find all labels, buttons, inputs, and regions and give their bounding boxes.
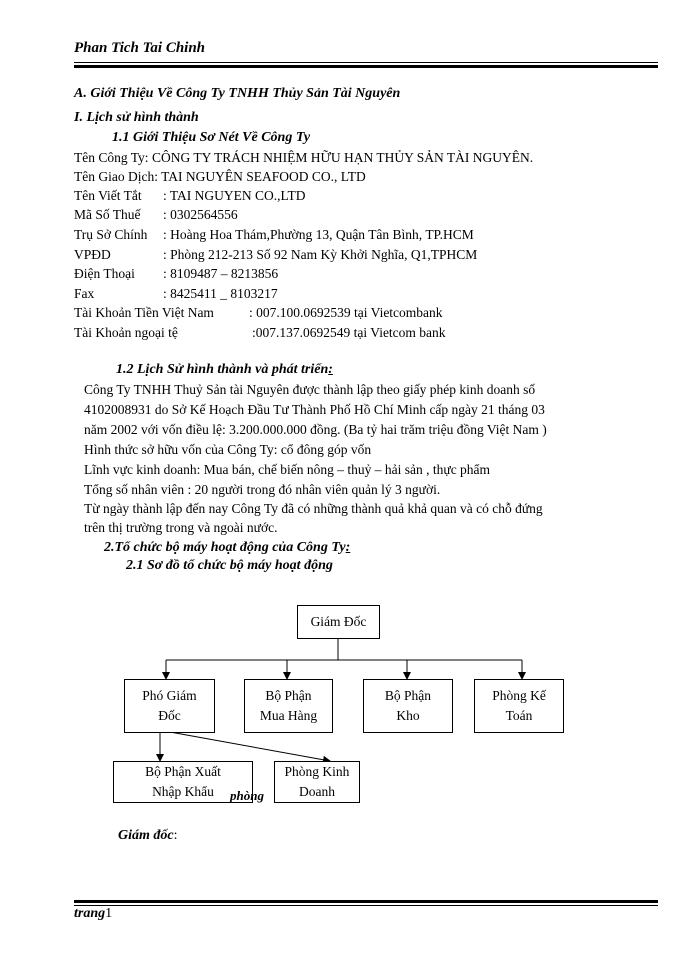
header-title: Phan Tich Tai Chinh: [74, 40, 206, 56]
org-box-xuat-nhap-khau: Bộ Phận Xuất Nhập Khẩu: [113, 761, 253, 803]
history-line: Lĩnh vực kinh doanh: Mua bán, chế biến nông – thuỷ – hải sản , thực phẩm: [84, 462, 491, 477]
section-2-1-heading: 2.1 Sơ đồ tổ chức bộ máy hoạt động: [126, 558, 333, 573]
history-line: trên thị trường trong và ngoài nước.: [84, 520, 278, 535]
history-line: 4102008931 do Sở Kế Hoạch Đầu Tư Thành Phố Hồ Chí Minh cấp ngày 21 tháng 03: [84, 402, 545, 417]
history-line: năm 2002 với vốn điều lệ: 3.200.000.000 đồng. (Ba tỷ hai trăm triệu đồng Việt Nam ): [84, 422, 547, 437]
footer-page-number: trang1: [74, 906, 113, 921]
section-1-2-heading: 1.2 Lịch Sử hình thành và phát triển:: [116, 362, 333, 377]
org-box-ke-toan: Phòng Kế Toán: [474, 679, 564, 733]
info-row-vnd-account: Tài Khoản Tiền Việt Nam : 007.100.0692539 tại Vietcombank: [74, 305, 443, 320]
info-row-short-name: Tên Viết Tắt : TAI NGUYEN CO.,LTD: [74, 188, 306, 203]
section-2-heading: 2.Tổ chức bộ máy hoạt động của Công Ty:: [104, 540, 351, 555]
footer-rule-thick: [74, 900, 658, 903]
giam-doc-label: Giám đốc:: [118, 828, 178, 843]
connector-to-kinh-doanh: [170, 732, 330, 761]
history-line: Tổng số nhân viên : 20 người trong đó nhân viên quản lý 3 người.: [84, 482, 441, 497]
org-box-giam-doc: Giám Đốc: [297, 605, 380, 639]
history-line: Công Ty TNHH Thuỷ Sản tài Nguyên được thành lập theo giấy phép kinh doanh số: [84, 382, 536, 397]
history-line: Hình thức sở hữu vốn của Công Ty: cổ đông góp vốn: [84, 442, 372, 457]
info-row-tax-code: Mã Số Thuế : 0302564556: [74, 207, 238, 222]
info-row-phone: Điện Thoại : 8109487 – 8213856: [74, 266, 279, 281]
info-row-fax: Fax : 8425411 _ 8103217: [74, 286, 278, 301]
history-line: Từ ngày thành lập đến nay Công Ty đã có những thành quả khả quan và có chỗ đứng: [84, 501, 543, 516]
org-box-kho: Bộ Phận Kho: [363, 679, 453, 733]
info-row-trade-name: Tên Giao Dịch: TAI NGUYÊN SEAFOOD CO., LTD: [74, 169, 366, 184]
section-i-heading: I. Lịch sử hình thành: [74, 110, 199, 125]
info-row-head-office: Trụ Sở Chính : Hoàng Hoa Thám,Phường 13, Quận Tân Bình, TP.HCM: [74, 227, 474, 242]
section-a-heading: A. Giới Thiệu Về Công Ty TNHH Thủy Sản Tài Nguyên: [74, 86, 401, 101]
org-box-mua-hang: Bộ Phận Mua Hàng: [244, 679, 333, 733]
info-row-rep-office: VPĐD : Phòng 212-213 Số 92 Nam Kỳ Khởi Nghĩa, Q1,TPHCM: [74, 247, 478, 262]
org-box-pho-giam-doc: Phó Giám Đốc: [124, 679, 215, 733]
info-row-company-name: Tên Công Ty: CÔNG TY TRÁCH NHIỆM HỮU HẠN THỦY SẢN TÀI NGUYÊN.: [74, 150, 534, 165]
footer-rule-thin: [74, 905, 658, 906]
org-box-kinh-doanh: Phòng Kinh Doanh: [274, 761, 360, 803]
section-1-1-heading: 1.1 Giới Thiệu Sơ Nét Về Công Ty: [112, 130, 311, 145]
info-row-foreign-account: Tài Khoản ngoại tệ :007.137.0692549 tại Vietcom bank: [74, 325, 446, 340]
overlap-text-phong: phòng: [230, 788, 264, 803]
